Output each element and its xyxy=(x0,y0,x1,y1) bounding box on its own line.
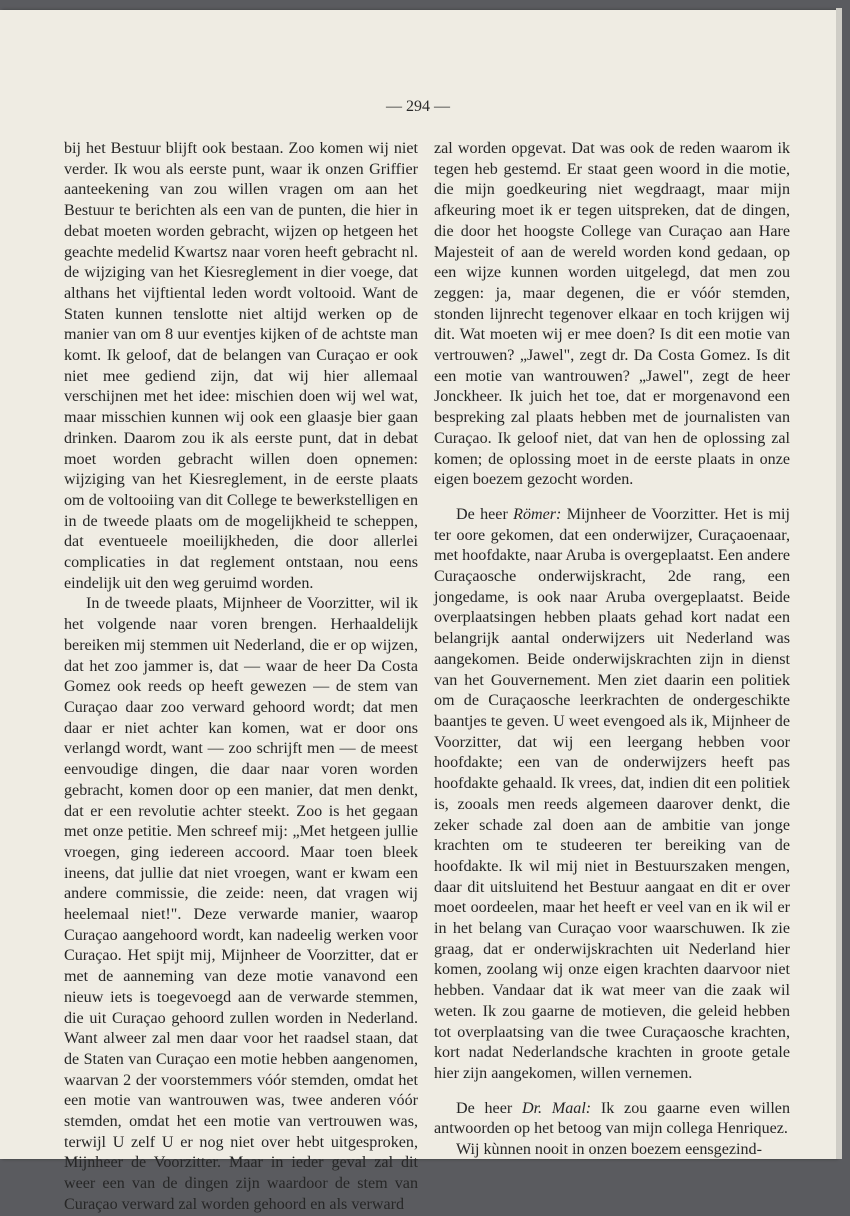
right-paragraph-4: Wij kùnnen nooit in onzen boezem eensgezind- xyxy=(456,1141,762,1159)
speech-text-romer: Mijnheer de Voorzitter. Het is mij ter oore gekomen, dat een onderwijzer, Curaçaoenaar, met hoofdakte, naar Aruba is overgeplaatst. Een andere Curaçaosche onderwijskracht, 2de rang, een jongedame, is ook naar Aruba overgeplaatst. Beide overplaatsingen hebben plaats gehad kort nadat een belangrijk aantal onderwijzers uit Nederland was aangekomen. Beide onderwijskrachten zijn in dienst van het Gouvernement. Men ziet daarin een politiek om de Curaçaosche leerkrachten de ondergeschikte baantjes te geven. U weet evengoed als ik, Mijnheer de Voorzitter, dat wij een leergang hebben voor hoofdakte; een van de onderwijzers heeft pas hoofdakte gehaald. Ik vrees, dat, indien dit een politiek is, zooals men reeds algemeen daarover denkt, die zeker schade zal doen aan de ambitie van jonge krachten om te studeeren ter bereiking van de hoofdakte. Ik wil mij niet in Bestuurszaken mengen, daar dit uitsluitend het Bestuur aangaat en dit er over moet oordeelen, maar het heeft er veel van en ik wil er in het belang van Curaçao voor waarschuwen. Ik zie graag, dat er onderwijskrachten uit Nederland hier komen, zoolang wij onze eigen krachten daarvoor niet hebben. Vandaar dat ik wat meer van die zaak wil weten. Ik zou gaarne de motieven, die geleid hebben tot overplaatsing van die twee Curaçaosche krachten, kort nadat Nederlandsche krachten in groote getale hier zijn aangekomen, willen vernemen. xyxy=(434,505,790,1082)
left-paragraph-1: bij het Bestuur blijft ook bestaan. Zoo komen wij niet verder. Ik wou als eerste punt, waar ik onzen Griffier aanteekening van zou willen vragen om aan het Bestuur te berichten als een van de punten, die hier in debat moeten worden gebracht, wijzen op hetgeen het geachte medelid Kwartsz naar voren heeft gebracht nl. de wijziging van het Kiesreglement in dier voege, dat althans het vijftiental leden wordt voltooid. Want de Staten kunnen tenslotte niet altijd werken op de manier van om 8 uur eventjes kijken of de achtste man komt. Ik geloof, dat de belangen van Curaçao er ook niet mee gediend zijn, dat wij hier allemaal verschijnen met het idee: mischien doen wij wel wat, maar misschien kunnen wij ook een glaasje bier gaan drinken. Daarom zou ik als eerste punt, dat in debat moet worden gebracht willen doen opnemen: wijziging van het Kiesreglement, in de eerste plaats om de voltooiing van dit College te bewerkstelligen en in de tweede plaats om de mogelijkheid te scheppen, dat eventueele moeilijkheden, die door allerlei complicaties in dat reglement ontstaan, nou eens eindelijk uit den weg geruimd worden. xyxy=(64,140,418,592)
right-paragraph-maal xyxy=(434,1099,790,1140)
speech-text-maal: Ik zou gaarne even willen antwoorden op het betoog van mijn collega Henriquez. xyxy=(434,1099,790,1138)
speaker-name-romer: Römer: xyxy=(513,505,562,523)
speaker-lead: De heer xyxy=(456,505,508,523)
speaker-lead: De heer xyxy=(456,1099,513,1117)
speaker-name-maal: Dr. Maal: xyxy=(521,1099,592,1117)
left-column xyxy=(64,139,418,1216)
document-page xyxy=(0,10,836,1213)
page-edge xyxy=(836,8,842,1159)
right-paragraph-romer xyxy=(434,505,790,1085)
left-paragraph-2: In de tweede plaats, Mijnheer de Voorzitter, wil ik het volgende naar voren brengen. Herhaaldelijk bereiken mij stemmen uit Nederland, die er op wijzen, dat het zoo jammer is, dat — waar de heer Da Costa Gomez ook reeds op heeft gewezen — de stem van Curaçao daar zoo verward gehoord wordt; dat men daar er niet achter kan komen, wat er door ons verlangd wordt, want — zoo schrijft men — de meest eenvoudige dingen, die daar naar voren worden gebracht, komen door op een manier, dat men denkt, dat er een revolutie achter steekt. Zoo is het gegaan met onze petitie. Men schreef mij: „Met hetgeen jullie vroegen, ging iedereen accoord. Maar toen bleek ineens, dat jullie dat niet vroegen, want er kwam een andere commissie, die zeide: neen, dat vragen wij heelemaal niet!". Deze verwarde manier, waarop Curaçao aangehoord wordt, kan nadeelig werken voor Curaçao. Het spijt mij, Mijnheer de Voorzitter, dat er met de aanneming van deze motie vanavond een nieuw iets is toegevoegd aan de verwarde stemmen, die uit Curaçao gehoord zullen worden in Nederland. Want alweer zal men daar voor het raadsel staan, dat de Staten van Curaçao een motie hebben aangenomen, waarvan 2 der voorstemmers vóór stemden, omdat het een motie van wantrouwen was, twee anderen vóór stemden, omdat het een motie van vertrouwen was, terwijl U zelf U er nog niet over hebt uitgesproken, Mijnheer de Voorzitter. Maar in ieder geval zal dit weer een van de dingen zijn waardoor de stem van Curaçao verward zal worden gehoord en als verward xyxy=(64,595,418,1213)
page-number: — 294 — xyxy=(386,98,450,115)
right-column xyxy=(434,139,790,1161)
right-paragraph-1: zal worden opgevat. Dat was ook de reden waarom ik tegen heb gestemd. Er staat geen woord in die motie, die mijn goedkeuring niet wegdraagt, maar mijn afkeuring moet ik er tegen uitspreken, dat de dingen, die door het hoogste College van Curaçao aan Hare Majesteit of aan de wereld worden kond gedaan, op een wijze kunnen worden uitgelegd, dat men zou zeggen: ja, maar degenen, die er vóór stemden, stonden lijnrecht tegenover elkaar en toch krijgen wij dit. Wat moeten wij er mee doen? Is dit een motie van vertrouwen? „Jawel", zegt dr. Da Costa Gomez. Is dit een motie van wantrouwen? „Jawel", zegt de heer Jonckheer. Ik juich het toe, dat er morgenavond een bespreking zal plaats hebben met de journalisten van Curaçao. Ik geloof niet, dat van hen de oplossing zal komen; de oplossing moet in de eerste plaats in onze eigen boezem gezocht worden. xyxy=(434,140,790,489)
